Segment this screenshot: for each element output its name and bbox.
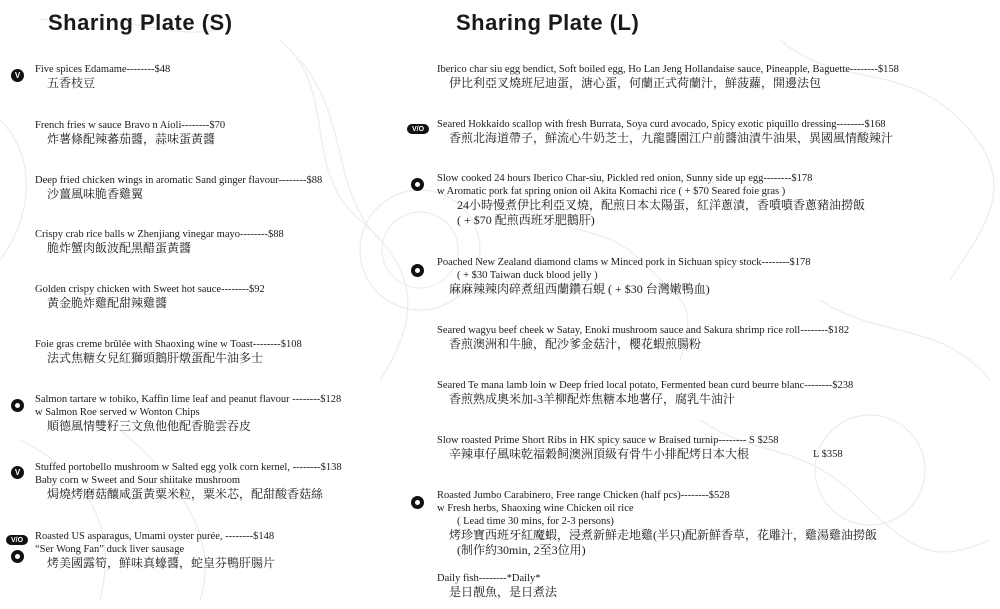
item-english: Seared Te mana lamb loin w Deep fried local potato, Fermented bean curd beurre blanc--------$238 xyxy=(437,380,854,391)
menu-item xyxy=(437,434,843,462)
menu-item xyxy=(437,489,877,558)
menu-item xyxy=(437,172,865,228)
item-chinese: 香煎熟成奧米加-3羊柳配炸焦糖本地薯仔，腐乳牛油汁 xyxy=(449,392,735,406)
item-english: Poached New Zealand diamond clams w Minced pork in Sichuan spicy stock--------$178 xyxy=(437,257,811,268)
item-chinese-line2: ( + $70 配煎西班牙肥鵝肝) xyxy=(457,213,595,227)
item-chinese: 炸薯條配辣蕃茄醬，蒜味蛋黃醬 xyxy=(47,132,216,146)
item-english: Five spices Edamame--------$48 xyxy=(35,64,171,75)
vegetarian-icon: V xyxy=(11,466,24,479)
item-english: Golden crispy chicken with Sweet hot sauce--------$92 xyxy=(35,284,265,295)
section-heading-small: Sharing Plate (S) xyxy=(48,10,233,35)
item-price-large: L $358 xyxy=(813,449,843,460)
menu-item xyxy=(437,118,893,146)
section-heading-large: Sharing Plate (L) xyxy=(456,10,640,35)
menu-item xyxy=(437,572,557,600)
menu-item xyxy=(437,324,849,352)
item-english-line2: “Ser Wong Fan” duck liver sausage xyxy=(35,544,185,555)
vegetarian-option-icon: V/O xyxy=(6,535,28,545)
pork-icon xyxy=(411,264,424,277)
item-english: Daily fish--------*Daily* xyxy=(437,573,541,584)
item-english: Deep fried chicken wings in aromatic Sand ginger flavour--------$88 xyxy=(35,175,323,186)
menu-item xyxy=(35,338,302,366)
menu-item xyxy=(35,63,170,91)
vegetarian-option-icon: V/O xyxy=(407,124,429,134)
item-english: Roasted US asparagus, Umami oyster purée, --------$148 xyxy=(35,531,275,542)
item-chinese: 烤珍寶西班牙紅魔蝦，浸煮新鮮走地雞(半只)配新鮮香草，花雕汁，雞湯雞油撈飯 xyxy=(449,528,877,542)
item-english: Crispy crab rice balls w Zhenjiang vinegar mayo--------$88 xyxy=(35,229,284,240)
item-chinese: 黃金脆炸雞配甜辣雞醬 xyxy=(47,296,168,310)
item-chinese: 香煎澳洲和牛臉，配沙爹金菇汁，櫻花蝦煎腸粉 xyxy=(449,337,702,351)
item-chinese: 24小時慢煮伊比利亞叉燒，配煎日本太陽蛋，紅洋蔥漬，香噴噴香蔥豬油撈飯 xyxy=(457,198,866,212)
menu-item xyxy=(35,119,225,147)
item-chinese: 順德風情雙籽三文魚他他配香脆雲吞皮 xyxy=(47,419,252,433)
item-english-line2: Baby corn w Sweet and Sour shiitake mushroom xyxy=(35,475,241,486)
item-english: Iberico char siu egg bendict, Soft boiled egg, Ho Lan Jeng Hollandaise sauce, Pineapple, Baguette--------$158 xyxy=(437,64,899,75)
item-chinese: 香煎北海道帶子，鮮流心牛奶芝士，九龍醬園江户前醬油漬牛油果，異國風情酸辣汁 xyxy=(449,131,894,145)
menu-item xyxy=(35,530,275,571)
item-chinese: 五香枝豆 xyxy=(47,76,96,90)
menu-item xyxy=(437,256,811,297)
menu-item xyxy=(437,379,853,407)
menu-item xyxy=(35,174,322,202)
item-chinese: 麻麻辣辣肉碎煮紐西蘭鑽石蜆 ( + $30 台灣嫩鴨血) xyxy=(449,282,710,296)
item-chinese: 焗燒烤磨菇釀咸蛋黃粟米粒，粟米芯，配甜酸香菇絲 xyxy=(47,487,324,501)
pork-icon xyxy=(411,178,424,191)
item-chinese: 沙薑風味脆香雞翼 xyxy=(47,187,144,201)
item-english-line2: w Fresh herbs, Shaoxing wine Chicken oil rice xyxy=(437,503,634,514)
item-english-line3: ( Lead time 30 mins, for 2-3 persons) xyxy=(457,516,614,527)
item-chinese: 烤美國露筍，鮮味真蠔醬，蛇皇芬鴨肝腸片 xyxy=(47,556,276,570)
menu-item xyxy=(35,393,341,434)
item-chinese: 伊比利亞叉燒班尼迪蛋，溏心蛋，何蘭正式荷蘭汁，鮮菠蘿，開邊法包 xyxy=(449,76,822,90)
item-english: Foie gras creme brûlée with Shaoxing wine w Toast--------$108 xyxy=(35,339,302,350)
item-english: Seared Hokkaido scallop with fresh Burrata, Soya curd avocado, Spicy exotic piquillo dressing--------$168 xyxy=(437,119,886,130)
item-english-line2: ( + $30 Taiwan duck blood jelly ) xyxy=(457,270,598,281)
item-english: Seared wagyu beef cheek w Satay, Enoki mushroom sauce and Sakura shrimp rice roll--------$182 xyxy=(437,325,850,336)
pork-icon xyxy=(411,496,424,509)
item-chinese: 法式焦糖女兒紅獅頭鵝肝燉蛋配牛油多士 xyxy=(47,351,264,365)
pork-icon xyxy=(11,399,24,412)
pork-icon xyxy=(11,550,24,563)
item-english: French fries w sauce Bravo n Aioli--------$70 xyxy=(35,120,226,131)
item-english: Salmon tartare w tobiko, Kaffin lime leaf and peanut flavour --------$128 xyxy=(35,394,342,405)
menu-item xyxy=(35,228,284,256)
menu-item xyxy=(35,283,265,311)
item-english: Roasted Jumbo Carabinero, Free range Chicken (half pcs)--------$528 xyxy=(437,490,730,501)
item-english-line2: w Salmon Roe served w Wonton Chips xyxy=(35,407,200,418)
item-chinese: 辛辣車仔風味乾福穀飼澳洲頂級有骨牛小排配烤日本大根 xyxy=(449,447,750,461)
item-english: Slow roasted Prime Short Ribs in HK spicy sauce w Braised turnip-------- S $258 xyxy=(437,435,779,446)
vegetarian-icon: V xyxy=(11,69,24,82)
item-english: Stuffed portobello mushroom w Salted egg yolk corn kernel, --------$138 xyxy=(35,462,342,473)
item-chinese: 脆炸蟹肉飯波配黑醋蛋黃醬 xyxy=(47,241,192,255)
item-chinese-line2: (制作約30min, 2至3位用) xyxy=(457,543,586,557)
menu-item xyxy=(35,461,342,502)
item-chinese: 是日靓魚，是日煮法 xyxy=(449,585,558,599)
menu-item xyxy=(437,63,899,91)
item-english-line2: w Aromatic pork fat spring onion oil Akita Komachi rice ( + $70 Seared foie gras ) xyxy=(437,186,786,197)
item-english: Slow cooked 24 hours Iberico Char-siu, Pickled red onion, Sunny side up egg--------$178 xyxy=(437,173,813,184)
